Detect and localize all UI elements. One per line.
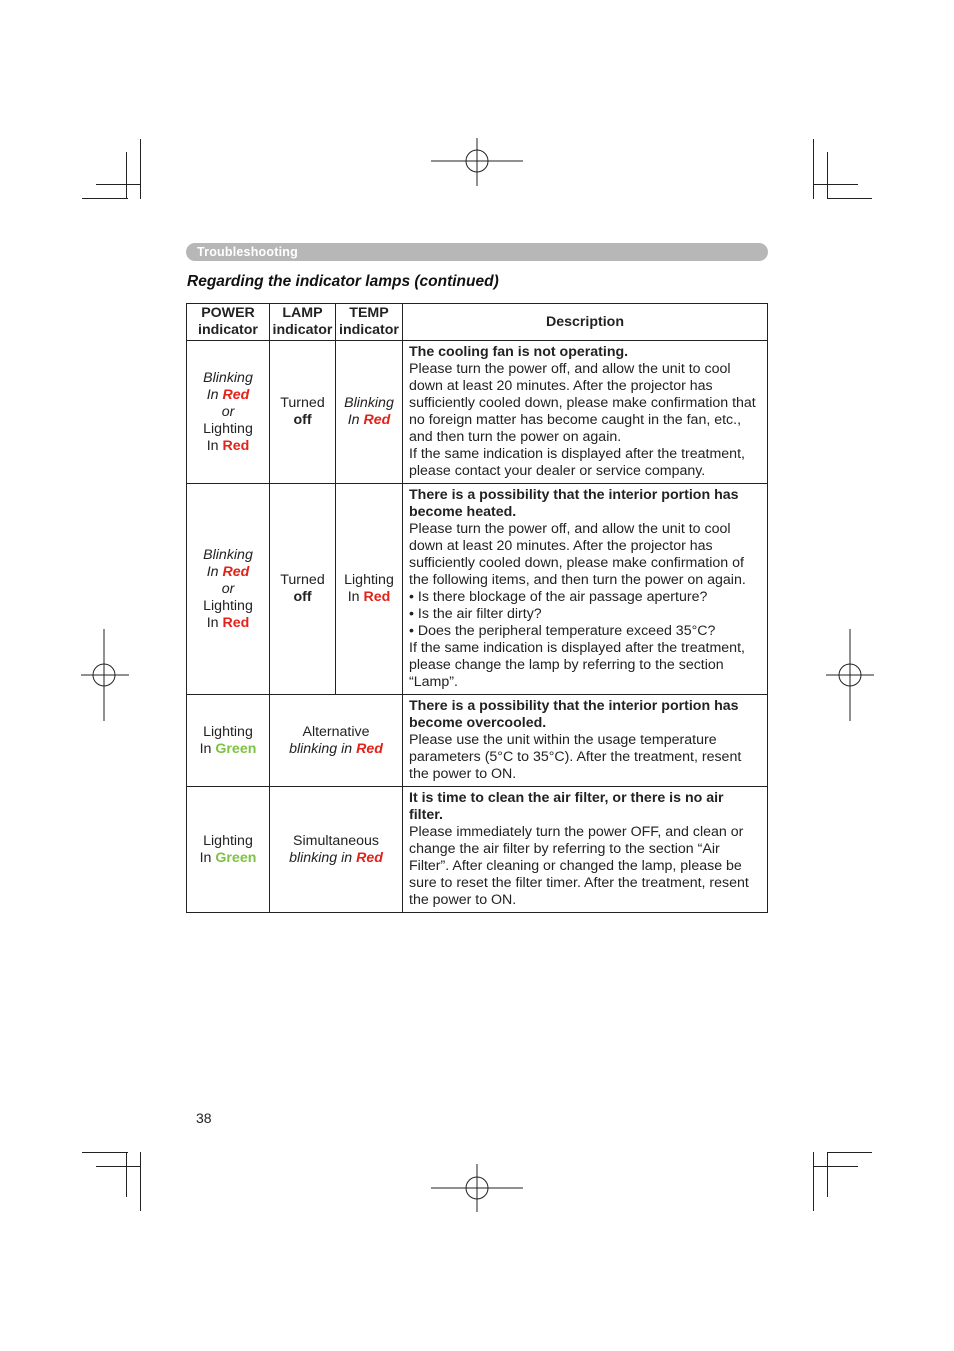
description-cell bbox=[403, 787, 768, 913]
header-description: Description bbox=[403, 304, 768, 341]
header-power: POWER indicator bbox=[187, 304, 270, 341]
description-body: Please turn the power off, and allow the unit to cool down at least 20 minutes. After the projector has sufficiently cooled down, please make confirmation that no foreign matter has become caught in the fan, etc., and then turn the power on again. If the same indication is displayed after the treatment, please contact your dealer or service company. bbox=[409, 361, 756, 479]
power-cell: Lighting In Green bbox=[187, 787, 270, 913]
section-title: Troubleshooting bbox=[197, 245, 298, 259]
power-cell: Blinking In Red or Lighting In Red bbox=[187, 484, 270, 695]
page-number: 38 bbox=[196, 1110, 212, 1126]
indicator-table bbox=[186, 303, 768, 913]
registration-mark-left bbox=[81, 629, 129, 721]
description-body: Please immediately turn the power OFF, and clean or change the air filter by referring to the section “Air Filter”. After cleaning or changed the lamp, please be sure to reset the filter timer. After the treatment, resent the power to ON. bbox=[409, 824, 749, 908]
description-cell bbox=[403, 484, 768, 695]
table-row bbox=[187, 695, 768, 787]
table-row bbox=[187, 787, 768, 913]
temp-cell: Lighting In Red bbox=[336, 484, 403, 695]
lamp-temp-cell: Alternative blinking in Red bbox=[270, 695, 403, 787]
description-cell bbox=[403, 341, 768, 484]
description-title: There is a possibility that the interior portion has become overcooled. bbox=[409, 698, 739, 731]
description-cell bbox=[403, 695, 768, 787]
lamp-cell: Turned off bbox=[270, 341, 336, 484]
description-title: There is a possibility that the interior portion has become heated. bbox=[409, 487, 739, 520]
power-cell: Lighting In Green bbox=[187, 695, 270, 787]
lamp-cell: Turned off bbox=[270, 484, 336, 695]
table-row bbox=[187, 484, 768, 695]
description-title: It is time to clean the air filter, or there is no air filter. bbox=[409, 790, 724, 823]
table-header-row bbox=[187, 304, 768, 341]
header-temp: TEMP indicator bbox=[336, 304, 403, 341]
table-row bbox=[187, 341, 768, 484]
page-subtitle: Regarding the indicator lamps (continued) bbox=[187, 273, 499, 290]
lamp-temp-cell: Simultaneous blinking in Red bbox=[270, 787, 403, 913]
description-title: The cooling fan is not operating. bbox=[409, 344, 629, 360]
registration-mark-top bbox=[431, 138, 523, 186]
description-body: Please turn the power off, and allow the unit to cool down at least 20 minutes. After the projector has sufficiently cooled down, please make confirmation of the following items, and then turn the power on again. • Is there blockage of the air passage aperture? • Is the air filter dirty? • Does the peripheral temperature exceed 35°C? If the same indication is displayed after the treatment, please change the lamp by referring to the section “Lamp”. bbox=[409, 521, 746, 690]
temp-cell: Blinking In Red bbox=[336, 341, 403, 484]
power-cell: Blinking In Red or Lighting In Red bbox=[187, 341, 270, 484]
header-lamp: LAMP indicator bbox=[270, 304, 336, 341]
registration-mark-right bbox=[826, 629, 874, 721]
description-body: Please use the unit within the usage temperature parameters (5°C to 35°C). After the treatment, resent the power to ON. bbox=[409, 732, 742, 782]
section-header-bar bbox=[186, 243, 768, 261]
registration-mark-bottom bbox=[431, 1164, 523, 1212]
